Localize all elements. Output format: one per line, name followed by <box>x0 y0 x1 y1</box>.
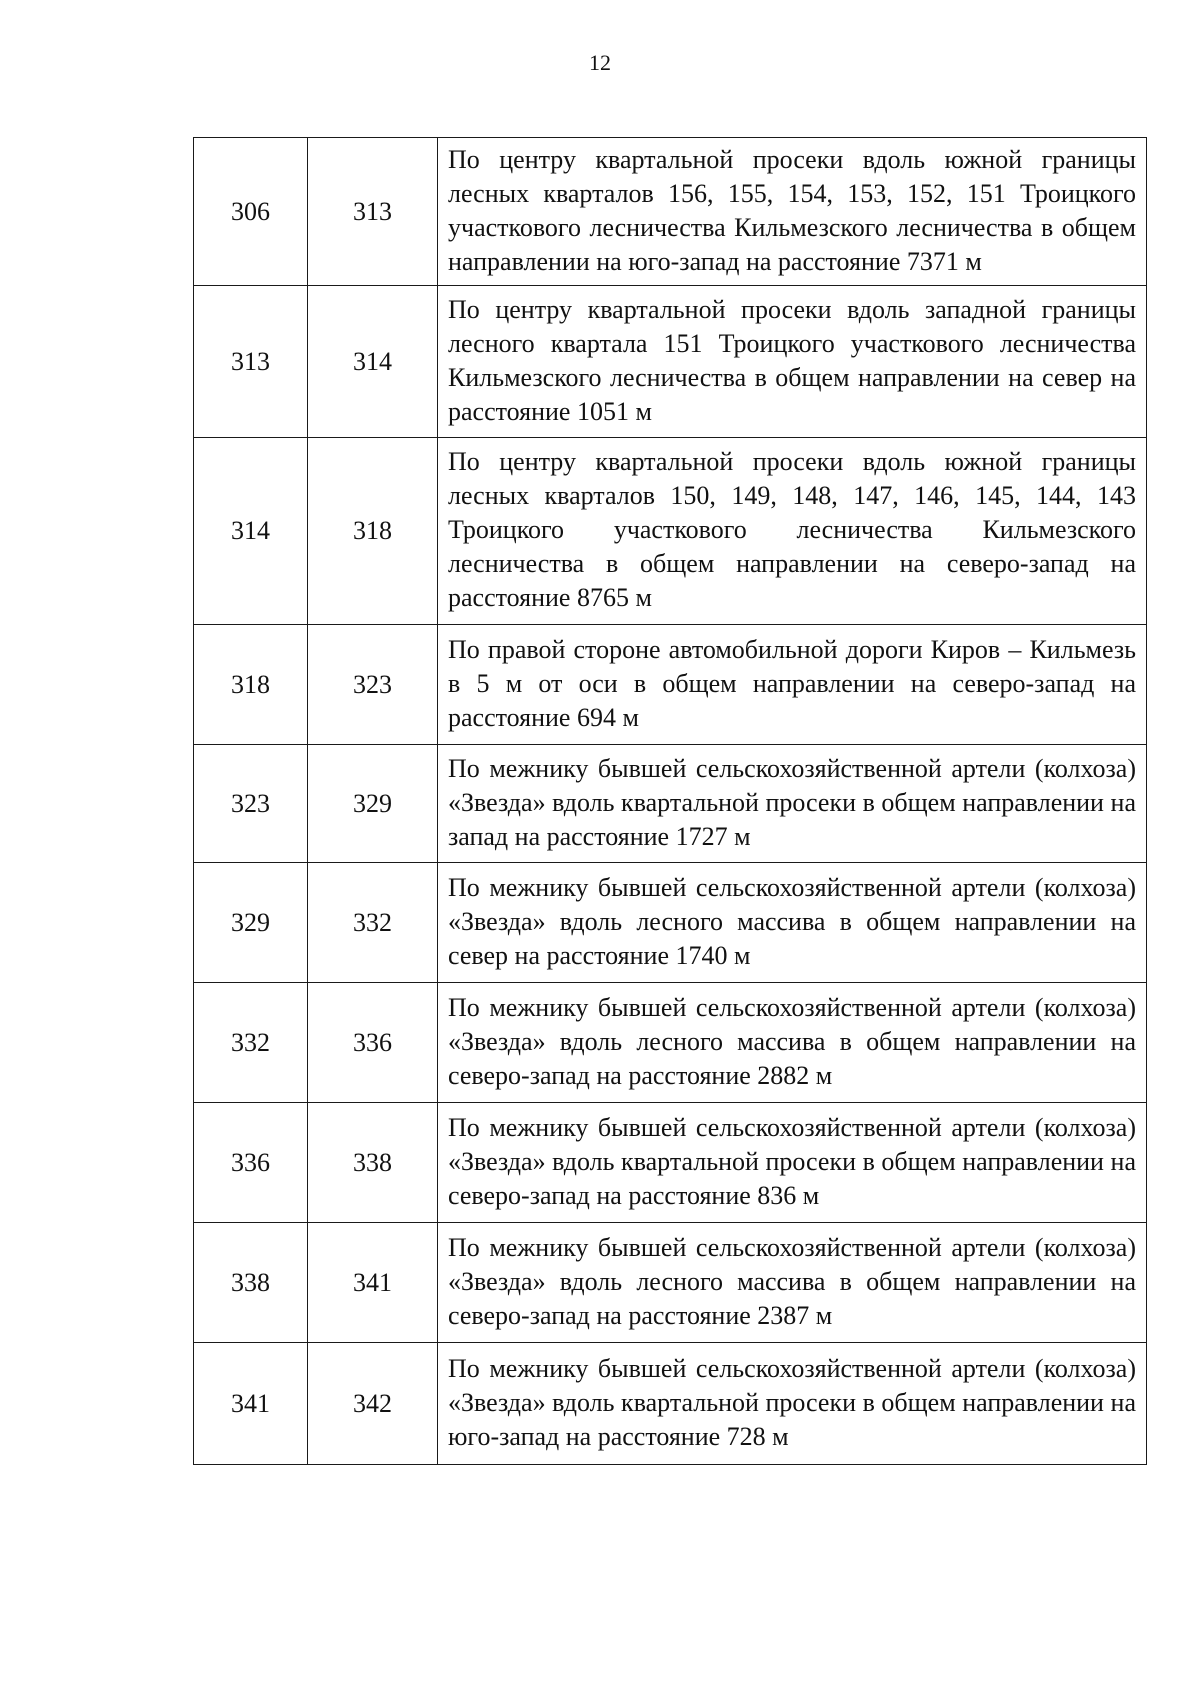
table-row <box>194 983 1147 1103</box>
point-to-cell: 336 <box>308 983 438 1103</box>
point-from-cell: 338 <box>194 1223 308 1343</box>
point-to-cell: 313 <box>308 138 438 286</box>
point-from-cell: 329 <box>194 863 308 983</box>
point-from-cell: 332 <box>194 983 308 1103</box>
point-to-cell: 342 <box>308 1343 438 1465</box>
point-to-cell: 323 <box>308 625 438 745</box>
point-to-cell: 338 <box>308 1103 438 1223</box>
description-cell: По центру квартальной просеки вдоль южной границы лесных кварталов 156, 155, 154, 153, 152, 151 Троицкого участкового лесничества Кильмезского лесничества в общем направлении на юго-запад на расстояние 7371 м <box>438 138 1147 286</box>
table-row <box>194 1103 1147 1223</box>
point-from-cell: 318 <box>194 625 308 745</box>
point-to-cell: 341 <box>308 1223 438 1343</box>
description-cell: По правой стороне автомобильной дороги Киров – Кильмезь в 5 м от оси в общем направлении на северо-запад на расстояние 694 м <box>438 625 1147 745</box>
description-cell: По межнику бывшей сельскохозяйственной артели (колхоза) «Звезда» вдоль квартальной просеки в общем направлении на юго-запад на расстояние 728 м <box>438 1343 1147 1465</box>
table-row <box>194 625 1147 745</box>
table-row <box>194 745 1147 863</box>
point-from-cell: 313 <box>194 286 308 438</box>
point-to-cell: 329 <box>308 745 438 863</box>
point-from-cell: 314 <box>194 438 308 625</box>
table-row <box>194 138 1147 286</box>
point-to-cell: 332 <box>308 863 438 983</box>
point-from-cell: 336 <box>194 1103 308 1223</box>
description-cell: По межнику бывшей сельскохозяйственной артели (колхоза) «Звезда» вдоль лесного массива в общем направлении на северо-запад на расстояние 2387 м <box>438 1223 1147 1343</box>
description-cell: По межнику бывшей сельскохозяйственной артели (колхоза) «Звезда» вдоль лесного массива в общем направлении на север на расстояние 1740 м <box>438 863 1147 983</box>
point-to-cell: 318 <box>308 438 438 625</box>
point-from-cell: 341 <box>194 1343 308 1465</box>
description-cell: По межнику бывшей сельскохозяйственной артели (колхоза) «Звезда» вдоль квартальной просеки в общем направлении на северо-запад на расстояние 836 м <box>438 1103 1147 1223</box>
table-row <box>194 1223 1147 1343</box>
table-row <box>194 438 1147 625</box>
description-cell: По центру квартальной просеки вдоль западной границы лесного квартала 151 Троицкого участкового лесничества Кильмезского лесничества в общем направлении на север на расстояние 1051 м <box>438 286 1147 438</box>
boundary-table <box>193 137 1147 1465</box>
description-cell: По межнику бывшей сельскохозяйственной артели (колхоза) «Звезда» вдоль лесного массива в общем направлении на северо-запад на расстояние 2882 м <box>438 983 1147 1103</box>
table-row <box>194 1343 1147 1465</box>
table-row <box>194 863 1147 983</box>
page-number: 12 <box>589 50 611 75</box>
description-cell: По центру квартальной просеки вдоль южной границы лесных кварталов 150, 149, 148, 147, 146, 145, 144, 143 Троицкого участкового лесничества Кильмезского лесничества в общем направлении на северо-запад на расстояние 8765 м <box>438 438 1147 625</box>
point-from-cell: 323 <box>194 745 308 863</box>
description-cell: По межнику бывшей сельскохозяйственной артели (колхоза) «Звезда» вдоль квартальной просеки в общем направлении на запад на расстояние 1727 м <box>438 745 1147 863</box>
table-row <box>194 286 1147 438</box>
point-from-cell: 306 <box>194 138 308 286</box>
point-to-cell: 314 <box>308 286 438 438</box>
